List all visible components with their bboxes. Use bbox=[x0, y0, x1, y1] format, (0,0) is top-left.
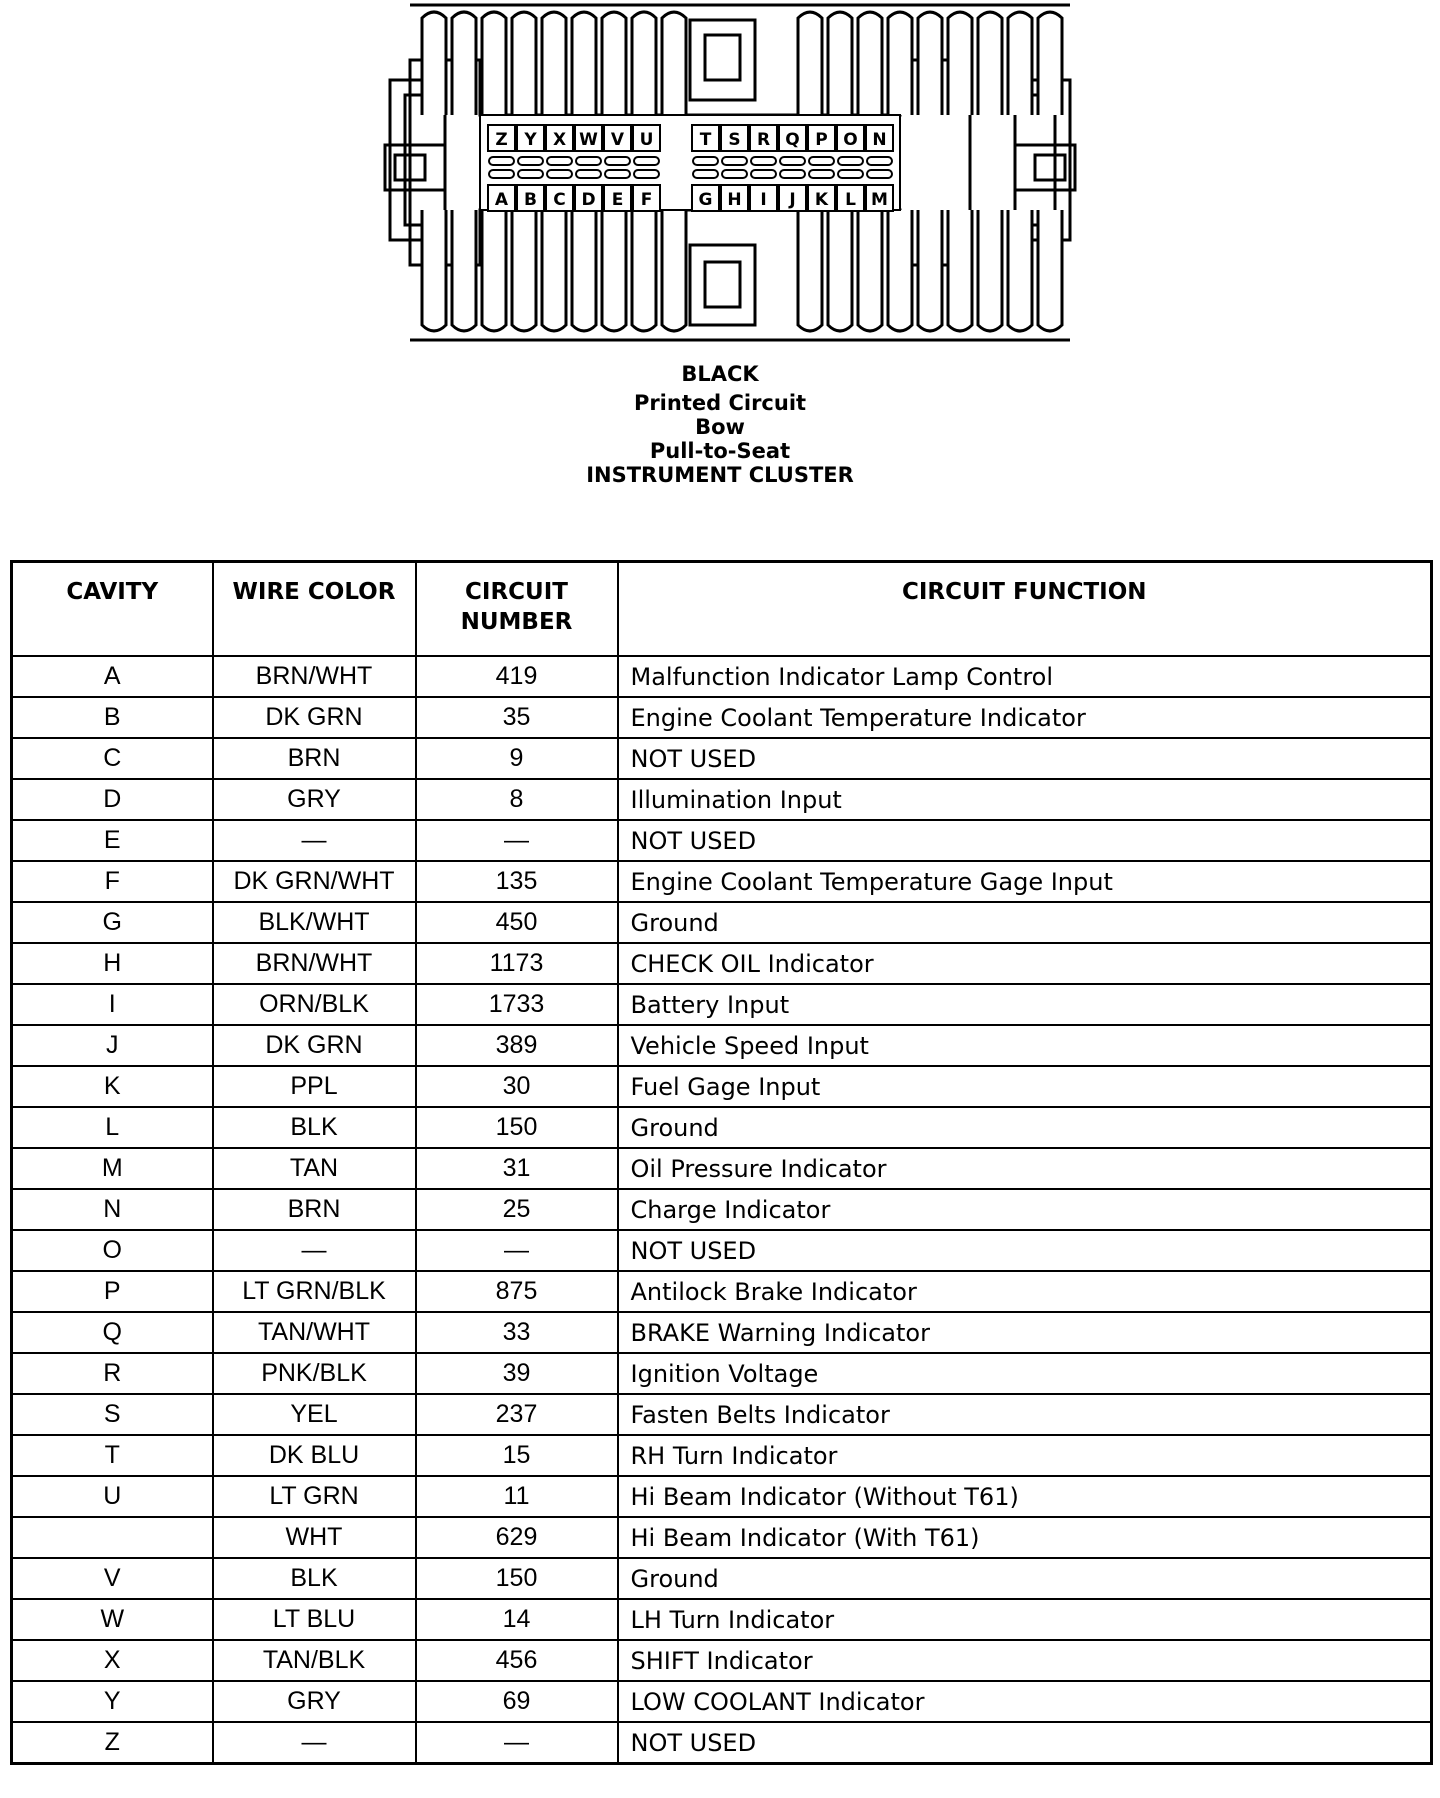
connector-component-label: INSTRUMENT CLUSTER bbox=[586, 463, 854, 487]
cell-circuit-number: 1733 bbox=[416, 984, 618, 1025]
cell-circuit-number: — bbox=[416, 1722, 618, 1764]
cell-cavity: O bbox=[12, 1230, 213, 1271]
cell-cavity: S bbox=[12, 1394, 213, 1435]
fin-top bbox=[828, 12, 852, 115]
fin-bottom bbox=[978, 210, 1002, 331]
fin-bottom bbox=[632, 210, 656, 331]
fin-bottom bbox=[602, 210, 626, 331]
terminal-slot bbox=[867, 157, 892, 165]
cell-circuit-function: Ground bbox=[618, 1558, 1432, 1599]
table-row bbox=[12, 1640, 1432, 1681]
cell-circuit-function: BRAKE Warning Indicator bbox=[618, 1312, 1432, 1353]
cell-circuit-function: NOT USED bbox=[618, 738, 1432, 779]
table-row bbox=[12, 779, 1432, 820]
fin-top bbox=[662, 12, 686, 115]
pin-label-W: W bbox=[579, 130, 598, 150]
cell-cavity: J bbox=[12, 1025, 213, 1066]
pin-label-B: B bbox=[524, 190, 537, 210]
cell-circuit-number: 9 bbox=[416, 738, 618, 779]
cell-circuit-number: 875 bbox=[416, 1271, 618, 1312]
table-row bbox=[12, 1066, 1432, 1107]
pin-label-C: C bbox=[553, 190, 566, 210]
fin-bottom bbox=[918, 210, 942, 331]
fin-top bbox=[602, 12, 626, 115]
cell-cavity: K bbox=[12, 1066, 213, 1107]
cell-cavity: F bbox=[12, 861, 213, 902]
cell-wire-color: LT GRN/BLK bbox=[213, 1271, 416, 1312]
terminal-slot bbox=[576, 170, 601, 178]
terminal-slot bbox=[547, 170, 572, 178]
cell-cavity: W bbox=[12, 1599, 213, 1640]
cell-circuit-function: Ground bbox=[618, 1107, 1432, 1148]
connector-seat-label: Pull-to-Seat bbox=[649, 439, 791, 463]
cell-wire-color: BLK bbox=[213, 1107, 416, 1148]
pin-label-P: P bbox=[815, 130, 828, 150]
pin-label-T: T bbox=[699, 130, 712, 150]
cell-wire-color: DK GRN bbox=[213, 1025, 416, 1066]
header-circuit-number-line1: CIRCUIT bbox=[465, 579, 568, 605]
cell-cavity: I bbox=[12, 984, 213, 1025]
terminal-slot bbox=[780, 170, 805, 178]
cell-cavity: B bbox=[12, 697, 213, 738]
cell-circuit-function: Engine Coolant Temperature Gage Input bbox=[618, 861, 1432, 902]
table-row bbox=[12, 697, 1432, 738]
terminal-slot bbox=[693, 157, 718, 165]
cell-wire-color: GRY bbox=[213, 779, 416, 820]
pin-label-V: V bbox=[610, 130, 625, 150]
cell-circuit-number: 11 bbox=[416, 1476, 618, 1517]
fin-top bbox=[1008, 12, 1032, 115]
table-row bbox=[12, 656, 1432, 697]
cell-cavity: D bbox=[12, 779, 213, 820]
pin-label-G: G bbox=[698, 190, 713, 210]
table-row bbox=[12, 861, 1432, 902]
terminal-slot bbox=[634, 157, 659, 165]
table-row bbox=[12, 984, 1432, 1025]
cell-wire-color: DK BLU bbox=[213, 1435, 416, 1476]
fin-top bbox=[978, 12, 1002, 115]
cell-circuit-function: NOT USED bbox=[618, 1722, 1432, 1764]
table-row bbox=[12, 902, 1432, 943]
cell-wire-color: BLK bbox=[213, 1558, 416, 1599]
terminal-slot bbox=[634, 170, 659, 178]
cell-cavity: Z bbox=[12, 1722, 213, 1764]
terminal-slot bbox=[722, 170, 747, 178]
terminal-slot bbox=[605, 157, 630, 165]
pin-label-Z: Z bbox=[495, 130, 508, 150]
pin-label-O: O bbox=[843, 130, 858, 150]
table-row bbox=[12, 1353, 1432, 1394]
table-row bbox=[12, 1681, 1432, 1722]
cell-circuit-number: 14 bbox=[416, 1599, 618, 1640]
cell-circuit-number: — bbox=[416, 820, 618, 861]
fin-bottom bbox=[888, 210, 912, 331]
cell-wire-color: DK GRN bbox=[213, 697, 416, 738]
top-key-outer bbox=[690, 20, 755, 100]
terminal-slot bbox=[489, 170, 514, 178]
cell-circuit-number: 456 bbox=[416, 1640, 618, 1681]
cell-circuit-number: 419 bbox=[416, 656, 618, 697]
cell-wire-color: DK GRN/WHT bbox=[213, 861, 416, 902]
cell-circuit-function: Antilock Brake Indicator bbox=[618, 1271, 1432, 1312]
terminal-slot bbox=[809, 157, 834, 165]
fin-top bbox=[888, 12, 912, 115]
cell-wire-color: LT GRN bbox=[213, 1476, 416, 1517]
connector-style-label: Bow bbox=[695, 415, 745, 439]
cell-wire-color: TAN bbox=[213, 1148, 416, 1189]
cell-circuit-function: Charge Indicator bbox=[618, 1189, 1432, 1230]
fin-bottom bbox=[798, 210, 822, 331]
connector-type-label: Printed Circuit bbox=[633, 391, 807, 415]
cell-circuit-number: 39 bbox=[416, 1353, 618, 1394]
fin-bottom bbox=[422, 210, 446, 331]
cell-cavity: E bbox=[12, 820, 213, 861]
cell-circuit-number: 33 bbox=[416, 1312, 618, 1353]
cell-cavity: H bbox=[12, 943, 213, 984]
table-row bbox=[12, 1107, 1432, 1148]
fin-top bbox=[918, 12, 942, 115]
cell-circuit-function: Fuel Gage Input bbox=[618, 1066, 1432, 1107]
cell-cavity: C bbox=[12, 738, 213, 779]
table-row bbox=[12, 820, 1432, 861]
pin-label-Q: Q bbox=[785, 130, 800, 150]
pin-label-I: I bbox=[760, 190, 767, 210]
cell-circuit-number: 450 bbox=[416, 902, 618, 943]
fin-top bbox=[1038, 12, 1062, 115]
pin-label-L: L bbox=[845, 190, 856, 210]
table-row bbox=[12, 1517, 1432, 1558]
pin-label-Y: Y bbox=[524, 130, 537, 150]
cell-cavity bbox=[12, 1517, 213, 1558]
bottom-key-outer bbox=[690, 245, 755, 325]
table-row bbox=[12, 1558, 1432, 1599]
cell-cavity: Y bbox=[12, 1681, 213, 1722]
terminal-slot bbox=[751, 157, 776, 165]
table-row bbox=[12, 1394, 1432, 1435]
fin-bottom bbox=[542, 210, 566, 331]
terminal-slot bbox=[722, 157, 747, 165]
terminal-slot bbox=[809, 170, 834, 178]
header-circuit-function: CIRCUIT FUNCTION bbox=[618, 562, 1432, 657]
terminal-slot bbox=[867, 170, 892, 178]
pinout-table bbox=[10, 560, 1433, 1765]
right-lock-slot bbox=[1035, 155, 1065, 180]
terminal-slot bbox=[780, 157, 805, 165]
header-circuit-number-line2: NUMBER bbox=[460, 609, 573, 635]
cell-circuit-function: Battery Input bbox=[618, 984, 1432, 1025]
cell-circuit-function: Ignition Voltage bbox=[618, 1353, 1432, 1394]
cell-cavity: M bbox=[12, 1148, 213, 1189]
table-row bbox=[12, 738, 1432, 779]
terminal-slot bbox=[518, 170, 543, 178]
fin-bottom bbox=[1038, 210, 1062, 331]
cell-circuit-number: 35 bbox=[416, 697, 618, 738]
cell-circuit-number: 389 bbox=[416, 1025, 618, 1066]
header-cavity: CAVITY bbox=[12, 562, 213, 657]
cell-circuit-number: 1173 bbox=[416, 943, 618, 984]
connector-color-label: BLACK bbox=[681, 362, 759, 386]
cell-wire-color: ORN/BLK bbox=[213, 984, 416, 1025]
fin-bottom bbox=[858, 210, 882, 331]
fin-top bbox=[422, 12, 446, 115]
fin-top bbox=[542, 12, 566, 115]
cell-cavity: L bbox=[12, 1107, 213, 1148]
table-row bbox=[12, 1599, 1432, 1640]
fin-top bbox=[572, 12, 596, 115]
cell-cavity: A bbox=[12, 656, 213, 697]
cell-cavity: V bbox=[12, 1558, 213, 1599]
pin-label-M: M bbox=[871, 190, 888, 210]
terminal-slot bbox=[605, 170, 630, 178]
fin-top bbox=[452, 12, 476, 115]
fin-top bbox=[858, 12, 882, 115]
connector-face-diagram bbox=[380, 0, 1100, 345]
cell-wire-color: BRN/WHT bbox=[213, 656, 416, 697]
fin-bottom bbox=[452, 210, 476, 331]
terminal-slot bbox=[489, 157, 514, 165]
cell-wire-color: BRN bbox=[213, 738, 416, 779]
pin-label-S: S bbox=[728, 130, 741, 150]
pin-label-K: K bbox=[814, 190, 829, 210]
pin-label-U: U bbox=[639, 130, 654, 150]
fin-bottom bbox=[662, 210, 686, 331]
cell-circuit-function: Engine Coolant Temperature Indicator bbox=[618, 697, 1432, 738]
cell-cavity: T bbox=[12, 1435, 213, 1476]
fin-bottom bbox=[482, 210, 506, 331]
cell-circuit-number: 25 bbox=[416, 1189, 618, 1230]
cell-circuit-function: Fasten Belts Indicator bbox=[618, 1394, 1432, 1435]
fin-top bbox=[482, 12, 506, 115]
cell-wire-color: WHT bbox=[213, 1517, 416, 1558]
pin-label-X: X bbox=[552, 130, 567, 150]
pin-label-F: F bbox=[640, 190, 653, 210]
cell-circuit-function: Hi Beam Indicator (Without T61) bbox=[618, 1476, 1432, 1517]
cell-circuit-number: 15 bbox=[416, 1435, 618, 1476]
table-row bbox=[12, 1189, 1432, 1230]
cell-circuit-number: 69 bbox=[416, 1681, 618, 1722]
cell-wire-color: — bbox=[213, 1722, 416, 1764]
fin-top bbox=[798, 12, 822, 115]
table-row bbox=[12, 1271, 1432, 1312]
cell-circuit-number: — bbox=[416, 1230, 618, 1271]
terminal-slot bbox=[751, 170, 776, 178]
fin-bottom bbox=[828, 210, 852, 331]
cell-circuit-function: Vehicle Speed Input bbox=[618, 1025, 1432, 1066]
cell-circuit-function: Ground bbox=[618, 902, 1432, 943]
cell-wire-color: PPL bbox=[213, 1066, 416, 1107]
cell-circuit-function: CHECK OIL Indicator bbox=[618, 943, 1432, 984]
cell-circuit-function: NOT USED bbox=[618, 820, 1432, 861]
table-row bbox=[12, 943, 1432, 984]
cell-wire-color: BLK/WHT bbox=[213, 902, 416, 943]
fin-bottom bbox=[512, 210, 536, 331]
table-row bbox=[12, 1722, 1432, 1764]
table-row bbox=[12, 1476, 1432, 1517]
terminal-slot bbox=[838, 170, 863, 178]
terminal-slot bbox=[518, 157, 543, 165]
header-wire-color: WIRE COLOR bbox=[213, 562, 416, 657]
terminal-slot bbox=[693, 170, 718, 178]
cell-circuit-number: 30 bbox=[416, 1066, 618, 1107]
cell-wire-color: YEL bbox=[213, 1394, 416, 1435]
fin-top bbox=[948, 12, 972, 115]
cell-circuit-function: Illumination Input bbox=[618, 779, 1432, 820]
cell-circuit-number: 135 bbox=[416, 861, 618, 902]
pin-label-J: J bbox=[789, 190, 796, 210]
cell-cavity: N bbox=[12, 1189, 213, 1230]
pin-label-H: H bbox=[727, 190, 742, 210]
fin-bottom bbox=[948, 210, 972, 331]
cell-cavity: P bbox=[12, 1271, 213, 1312]
cell-cavity: U bbox=[12, 1476, 213, 1517]
pin-label-R: R bbox=[756, 130, 771, 150]
pin-label-E: E bbox=[611, 190, 624, 210]
cell-wire-color: GRY bbox=[213, 1681, 416, 1722]
fin-top bbox=[632, 12, 656, 115]
pin-label-A: A bbox=[494, 190, 509, 210]
terminal-slot bbox=[576, 157, 601, 165]
table-row bbox=[12, 1148, 1432, 1189]
cell-circuit-function: Hi Beam Indicator (With T61) bbox=[618, 1517, 1432, 1558]
table-header-row bbox=[12, 562, 1432, 657]
terminal-slot bbox=[838, 157, 863, 165]
cell-cavity: G bbox=[12, 902, 213, 943]
cell-wire-color: — bbox=[213, 1230, 416, 1271]
cell-wire-color: BRN bbox=[213, 1189, 416, 1230]
cell-wire-color: BRN/WHT bbox=[213, 943, 416, 984]
cell-circuit-function: SHIFT Indicator bbox=[618, 1640, 1432, 1681]
cell-wire-color: TAN/BLK bbox=[213, 1640, 416, 1681]
cell-circuit-number: 31 bbox=[416, 1148, 618, 1189]
cell-circuit-function: RH Turn Indicator bbox=[618, 1435, 1432, 1476]
cell-wire-color: PNK/BLK bbox=[213, 1353, 416, 1394]
cell-circuit-number: 150 bbox=[416, 1558, 618, 1599]
cell-circuit-function: LH Turn Indicator bbox=[618, 1599, 1432, 1640]
cell-circuit-function: Oil Pressure Indicator bbox=[618, 1148, 1432, 1189]
pin-label-N: N bbox=[872, 130, 887, 150]
terminal-slot bbox=[547, 157, 572, 165]
table-row bbox=[12, 1025, 1432, 1066]
fin-top bbox=[512, 12, 536, 115]
cell-circuit-function: NOT USED bbox=[618, 1230, 1432, 1271]
fin-bottom bbox=[572, 210, 596, 331]
cell-circuit-number: 629 bbox=[416, 1517, 618, 1558]
cell-circuit-function: LOW COOLANT Indicator bbox=[618, 1681, 1432, 1722]
cell-circuit-number: 237 bbox=[416, 1394, 618, 1435]
cell-circuit-function: Malfunction Indicator Lamp Control bbox=[618, 656, 1432, 697]
cell-wire-color: TAN/WHT bbox=[213, 1312, 416, 1353]
cell-wire-color: LT BLU bbox=[213, 1599, 416, 1640]
cell-wire-color: — bbox=[213, 820, 416, 861]
table-row bbox=[12, 1435, 1432, 1476]
table-row bbox=[12, 1230, 1432, 1271]
cell-cavity: X bbox=[12, 1640, 213, 1681]
cell-circuit-number: 150 bbox=[416, 1107, 618, 1148]
cell-circuit-number: 8 bbox=[416, 779, 618, 820]
fin-bottom bbox=[1008, 210, 1032, 331]
table-row bbox=[12, 1312, 1432, 1353]
header-circuit-number bbox=[416, 562, 618, 657]
pin-label-D: D bbox=[581, 190, 596, 210]
cell-cavity: Q bbox=[12, 1312, 213, 1353]
cell-cavity: R bbox=[12, 1353, 213, 1394]
